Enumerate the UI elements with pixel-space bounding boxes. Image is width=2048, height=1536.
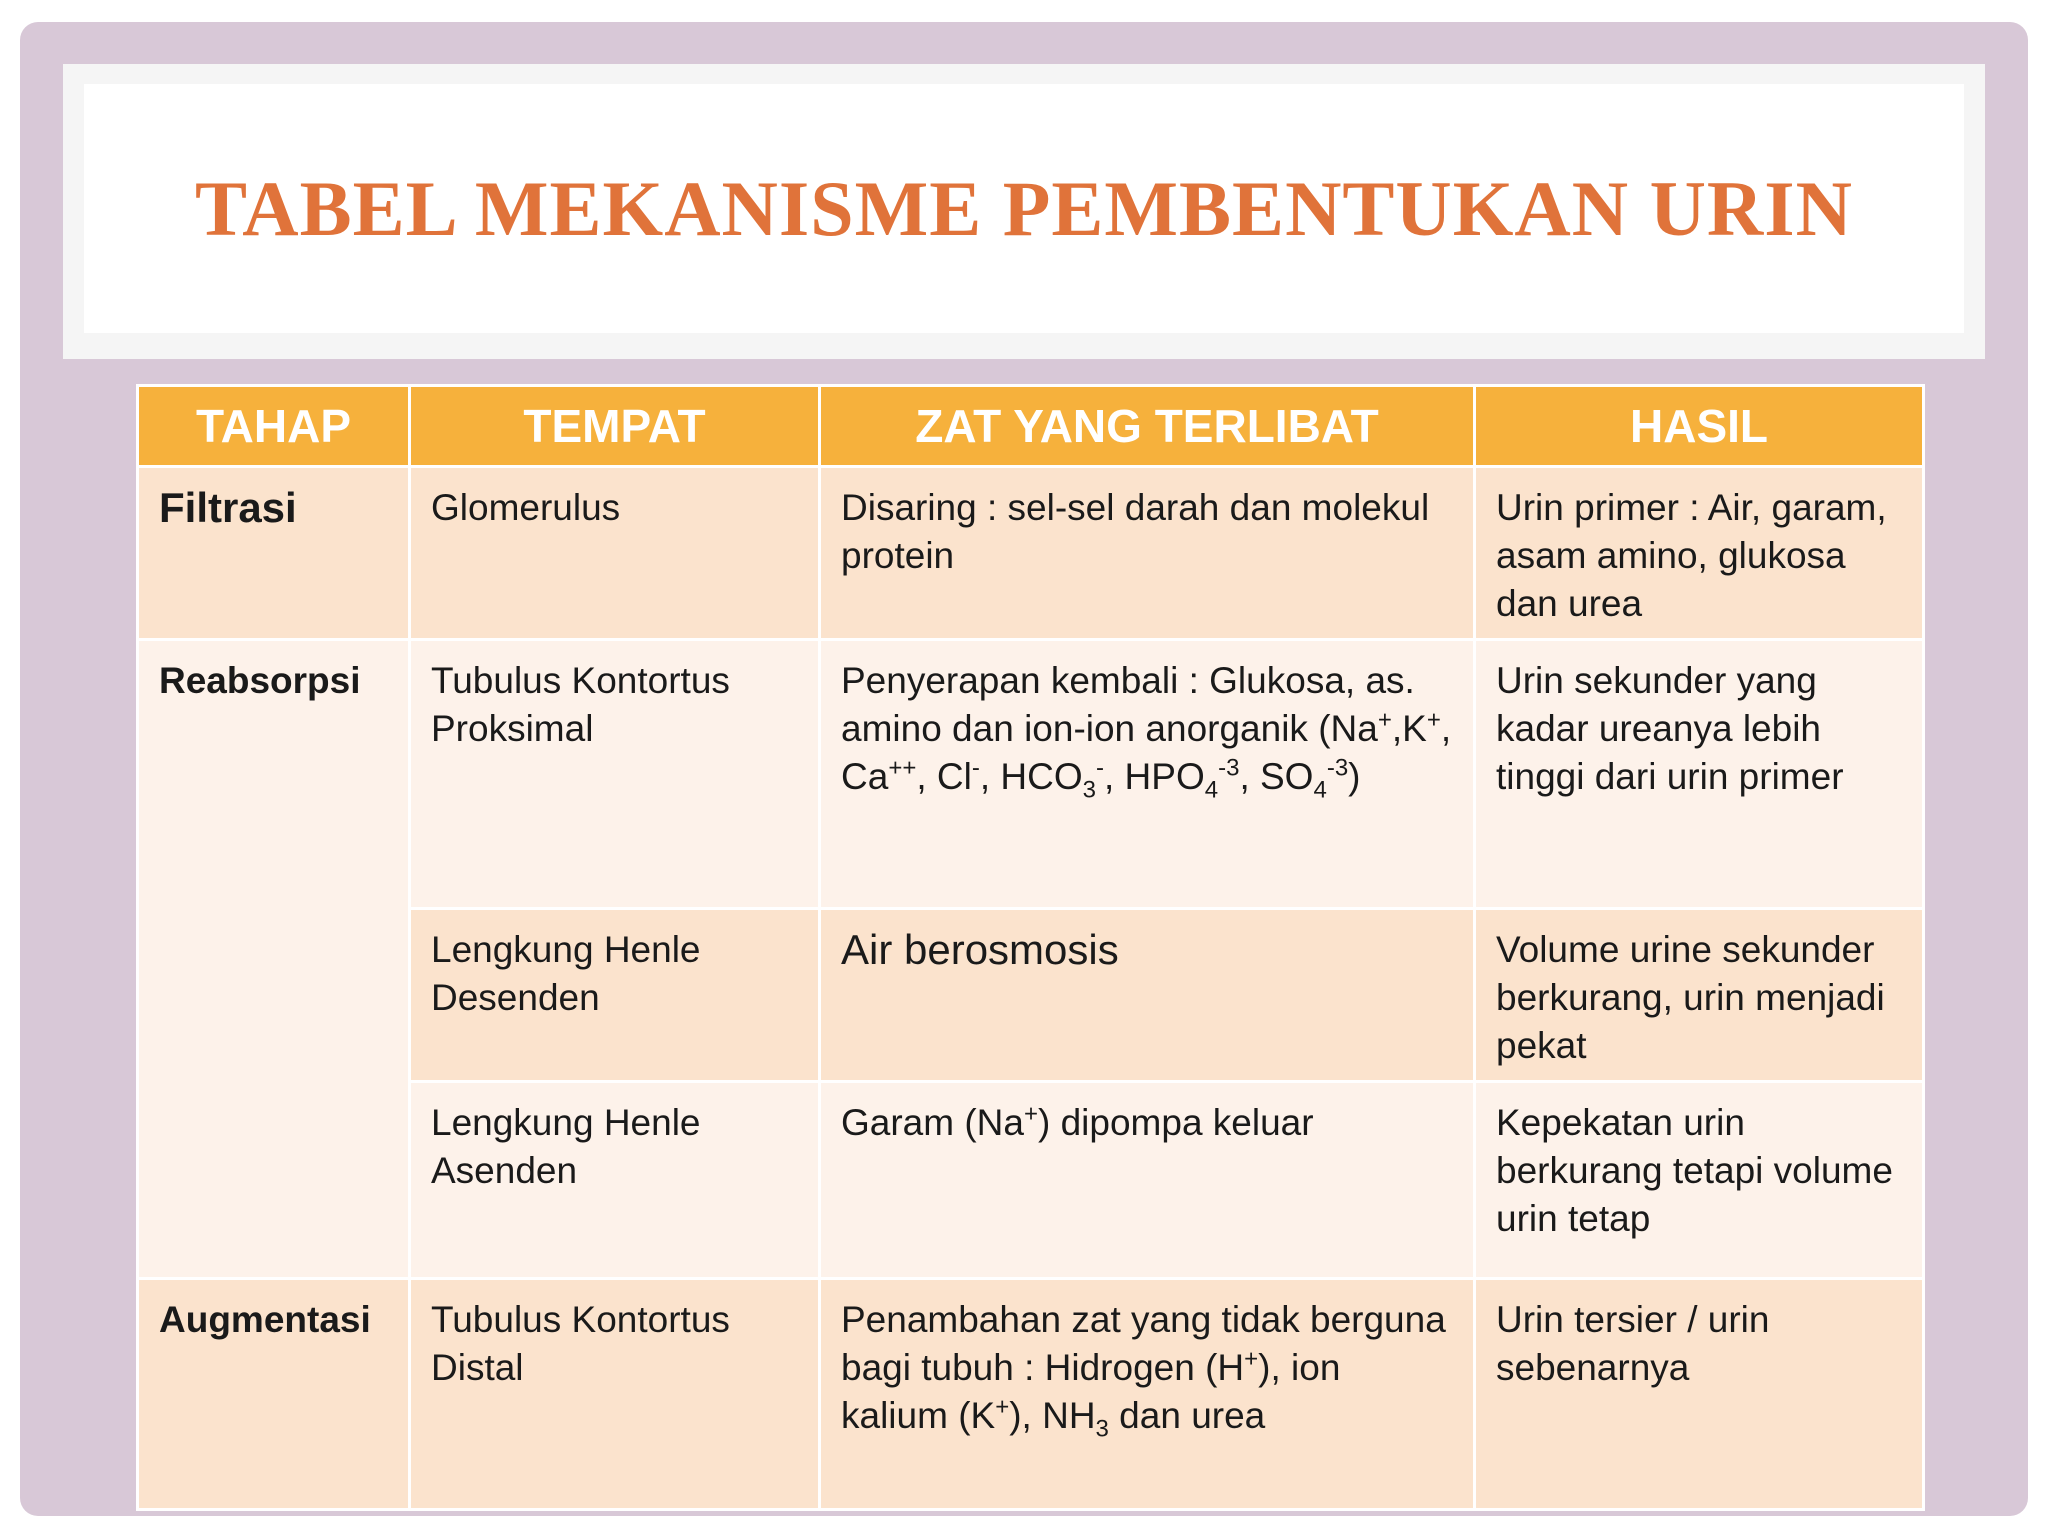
stage-cell <box>138 640 410 1279</box>
title-box <box>84 84 1964 333</box>
substance-part: Garam (Na <box>841 1102 1024 1143</box>
place-text: Tubulus Kontortus Proksimal <box>431 660 730 749</box>
substance-part: ) dipompa keluar <box>1038 1102 1314 1143</box>
substance-text: Penambahan zat yang tidak berguna bagi tubuh : Hidrogen (H+), ion kalium (K+), $NH_3$ dan urea <box>841 1299 1446 1443</box>
place-text: Lengkung Henle Desenden <box>431 929 701 1018</box>
place-cell <box>410 1082 820 1279</box>
table-row <box>138 467 1924 640</box>
table-row <box>138 640 1924 909</box>
result-cell <box>1475 1279 1924 1510</box>
header-hasil: HASIL <box>1475 386 1924 467</box>
header-tempat: TEMPAT <box>410 386 820 467</box>
result-text: Urin sekunder yang kadar ureanya lebih tinggi dari urin primer <box>1496 660 1844 797</box>
stage-label: Augmentasi <box>159 1299 371 1340</box>
substance-cell <box>820 640 1475 909</box>
result-cell <box>1475 467 1924 640</box>
table-header-row <box>138 386 1924 467</box>
substance-part: Penambahan zat yang tidak berguna bagi tubuh : Hidrogen (H <box>841 1299 1446 1388</box>
result-text: Kepekatan urin berkurang tetapi volume urin tetap <box>1496 1102 1893 1239</box>
substance-cell <box>820 467 1475 640</box>
substance-cell <box>820 1082 1475 1279</box>
result-text: Urin primer : Air, garam, asam amino, glukosa dan urea <box>1496 487 1887 624</box>
mechanism-table <box>136 384 1925 1511</box>
table-row <box>138 1279 1924 1510</box>
substance-cell <box>820 909 1475 1082</box>
result-cell <box>1475 1082 1924 1279</box>
substance-intro: Penyerapan kembali : Glukosa, as. amino dan ion-ion anorganik (Na <box>841 660 1415 749</box>
place-cell <box>410 909 820 1082</box>
header-zat: ZAT YANG TERLIBAT <box>820 386 1475 467</box>
place-cell <box>410 640 820 909</box>
substance-text: Air berosmosis <box>841 926 1119 973</box>
stage-label: Filtrasi <box>159 484 297 531</box>
substance-text: Garam (Na+) dipompa keluar <box>841 1100 1314 1143</box>
result-cell <box>1475 640 1924 909</box>
substance-cell <box>820 1279 1475 1510</box>
stage-cell <box>138 467 410 640</box>
substance-part: dan urea <box>1108 1395 1266 1436</box>
place-text: Lengkung Henle Asenden <box>431 1102 701 1191</box>
substance-text: Penyerapan kembali : Glukosa, as. amino dan ion-ion anorganik (Na+,K+, Ca++, Cl-, $HCO_3^-$, $HPO_4^{-3}$, $SO_4^{-3}$) <box>841 660 1452 804</box>
result-text: Urin tersier / urin sebenarnya <box>1496 1299 1770 1388</box>
substance-part: ), ion kalium (K <box>841 1347 1341 1436</box>
place-text: Tubulus Kontortus Distal <box>431 1299 730 1388</box>
substance-text: Disaring : sel-sel darah dan molekul protein <box>841 487 1430 576</box>
place-cell <box>410 467 820 640</box>
result-cell <box>1475 909 1924 1082</box>
stage-cell <box>138 1279 410 1510</box>
header-tahap: TAHAP <box>138 386 410 467</box>
place-text: Glomerulus <box>431 487 621 528</box>
stage-label: Reabsorpsi <box>159 660 361 701</box>
place-cell <box>410 1279 820 1510</box>
substance-part: ), NH <box>1009 1395 1096 1436</box>
page-title: TABEL MEKANISME PEMBENTUKAN URIN <box>195 164 1853 252</box>
result-text: Volume urine sekunder berkurang, urin menjadi pekat <box>1496 929 1885 1066</box>
